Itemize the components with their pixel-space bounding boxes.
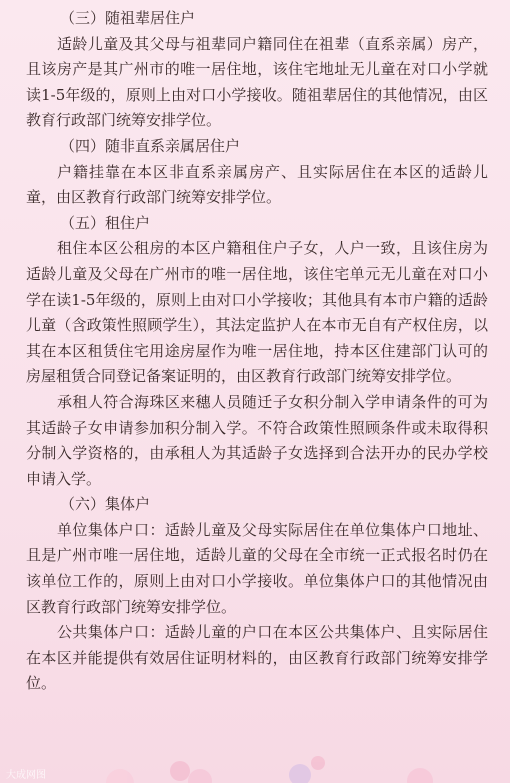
paragraph: 单位集体户口：适龄儿童及父母实际居住在单位集体户口地址、且是广州市唯一居住地，适龄儿童的父母在全市统一正式报名时仍在该单位工作的，原则上由对口小学接收。单位集体户口的其他情况由区教育行政部门统筹安排学位。 xyxy=(26,520,488,616)
paragraph: 适龄儿童及其父母与祖辈同户籍同住在祖辈（直系亲属）房产，且该房产是其广州市的唯一居住地，该住宅地址无儿童在对口小学就读1-5年级的，原则上由对口小学接收。随祖辈居住的其他情况，由区教育行政部门统筹安排学位。 xyxy=(26,34,488,130)
paragraph: 公共集体户口：适龄儿童的户口在本区公共集体户、且实际居住在本区并能提供有效居住证明材料的，由区教育行政部门统筹安排学位。 xyxy=(26,623,488,693)
section-heading: （四）随非直系亲属居住户 xyxy=(60,136,241,155)
section-heading: （五）租住户 xyxy=(60,213,151,232)
paragraph: 户籍挂靠在本区非直系亲属房产、且实际居住在本区的适龄儿童，由区教育行政部门统筹安排学位。 xyxy=(26,162,488,207)
watermark: 大成网图 xyxy=(6,770,46,781)
paragraph: 租住本区公租房的本区户籍租住户子女，人户一致，且该住房为适龄儿童及父母在广州市的唯一居住地，该住宅单元无儿童在对口小学在读1-5年级的，原则上由对口小学接收；其他具有本市户籍的适龄儿童（含政策性照顾学生），其法定监护人在本市无自有产权住房，以其在本区租赁住宅用途房屋作为唯一居住地，持本区住建部门认可的房屋租赁合同登记备案证明的，由区教育行政部门统筹安排学位。 xyxy=(26,239,488,386)
section-heading: （三）随祖辈居住户 xyxy=(60,9,196,27)
paragraph: 承租人符合海珠区来穗人员随迁子女积分制入学申请条件的可为其适龄子女申请参加积分制入学。不符合政策性照顾条件或未取得积分制入学资格的，由承租人为其适龄子女选择到合法开办的民办学校申请入学。 xyxy=(26,392,488,488)
section-heading: （六）集体户 xyxy=(60,495,151,514)
